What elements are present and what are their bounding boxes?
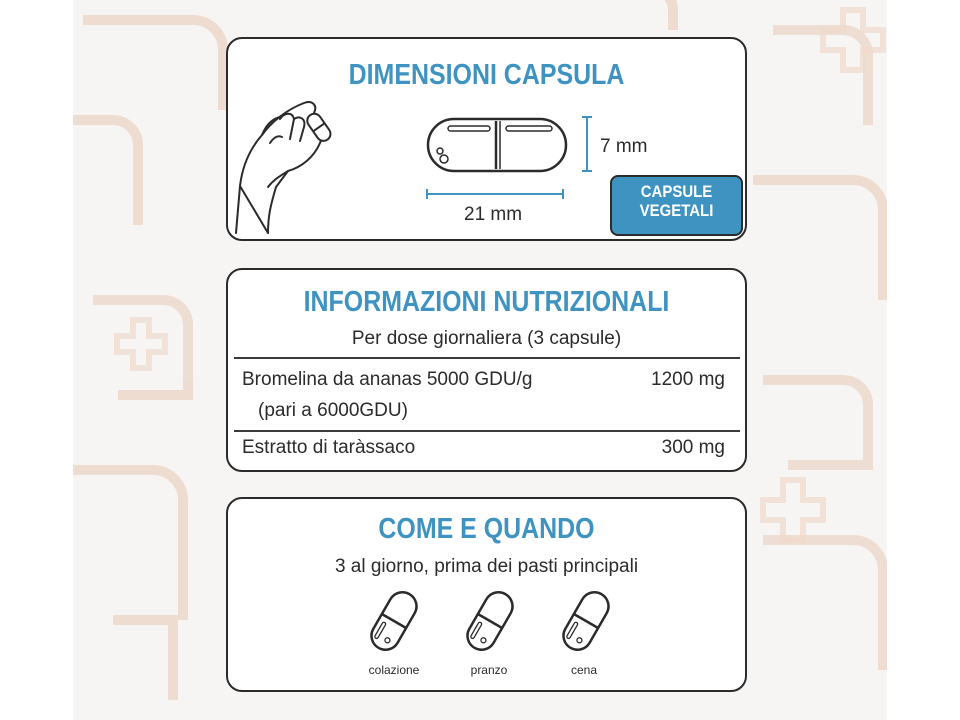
usage-subtitle: 3 al giorno, prima dei pasti principali bbox=[334, 556, 639, 577]
nutrition-row-2-amount: 300 mg bbox=[661, 437, 725, 458]
nutrition-row-1-note: (pari a 6000GDU) bbox=[258, 400, 408, 421]
nutrition-card-title: INFORMAZIONI NUTRIZIONALI bbox=[303, 286, 670, 318]
capsule-length-label: 21 mm bbox=[464, 204, 523, 225]
nutrition-info-card bbox=[226, 268, 747, 472]
time-label-dinner: cena bbox=[570, 663, 598, 677]
nutrition-row-1-amount: 1200 mg bbox=[651, 369, 725, 390]
capsule-dinner-icon bbox=[551, 587, 621, 655]
length-dimension-marker bbox=[425, 188, 565, 200]
badge-line-2: VEGETALI bbox=[639, 201, 714, 220]
capsule-dimensions-card bbox=[226, 37, 747, 241]
hand-holding-capsule-icon bbox=[228, 91, 378, 241]
capsule-breakfast-icon bbox=[359, 587, 429, 655]
background-panel bbox=[73, 0, 887, 720]
badge-line-1: CAPSULE bbox=[640, 182, 713, 201]
time-label-breakfast: colazione bbox=[368, 663, 420, 677]
height-dimension-marker bbox=[581, 115, 593, 173]
capsule-diagram bbox=[426, 117, 572, 177]
time-label-lunch: pranzo bbox=[470, 663, 508, 677]
capsule-height-label: 7 mm bbox=[600, 136, 648, 157]
nutrition-divider-top bbox=[234, 357, 740, 359]
nutrition-row-2-name: Estratto di taràssaco bbox=[242, 437, 416, 458]
usage-card-title: COME E QUANDO bbox=[378, 513, 595, 545]
usage-card bbox=[226, 497, 747, 692]
capsule-card-title: DIMENSIONI CAPSULA bbox=[348, 59, 625, 91]
nutrition-row-1-name: Bromelina da ananas 5000 GDU/g bbox=[242, 369, 533, 390]
nutrition-divider-middle bbox=[234, 430, 740, 432]
nutrition-subtitle: Per dose giornaliera (3 capsule) bbox=[351, 328, 622, 349]
capsule-lunch-icon bbox=[455, 587, 525, 655]
vegetable-capsule-badge bbox=[610, 175, 743, 236]
